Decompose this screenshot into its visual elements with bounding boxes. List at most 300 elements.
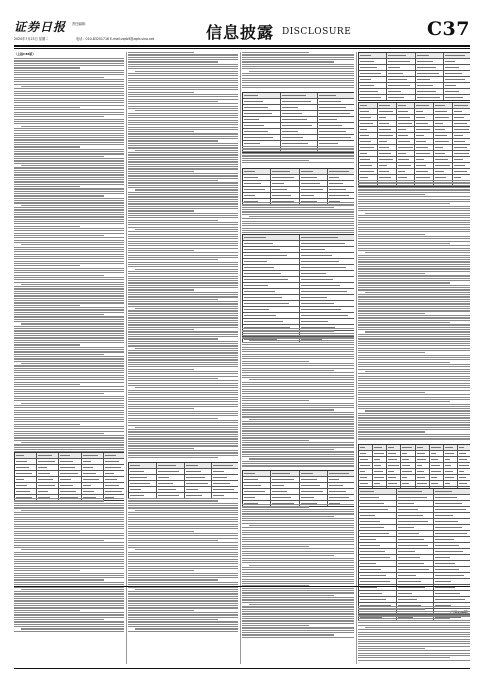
text-line xyxy=(242,335,354,336)
text-line xyxy=(249,565,354,566)
text-line xyxy=(128,561,238,562)
text-line xyxy=(242,504,354,505)
text-line xyxy=(14,354,104,355)
text-line xyxy=(242,66,354,67)
table-cell xyxy=(243,169,271,174)
text-line xyxy=(358,422,470,423)
table-cell xyxy=(82,453,104,458)
text-line xyxy=(14,405,124,406)
text-line xyxy=(14,342,124,343)
table-cell xyxy=(397,501,435,506)
text-line xyxy=(365,331,470,332)
text-line xyxy=(14,254,124,255)
text-line xyxy=(128,621,238,622)
text-line xyxy=(14,102,124,103)
table-cell xyxy=(444,53,470,58)
text-line xyxy=(128,161,238,162)
table-cell xyxy=(444,481,458,486)
text-line xyxy=(242,632,354,633)
text-line xyxy=(358,241,470,242)
text-line xyxy=(14,521,124,522)
text-line xyxy=(14,568,124,569)
text-line xyxy=(14,293,124,294)
text-line xyxy=(128,519,238,520)
text-line xyxy=(128,136,238,137)
section-subtitle: DISCLOSURE xyxy=(282,27,352,37)
table-cell xyxy=(359,543,397,548)
table-cell xyxy=(397,133,416,138)
table-cell xyxy=(359,83,387,88)
text-line xyxy=(358,392,425,393)
text-line xyxy=(128,331,238,332)
text-line xyxy=(242,351,354,352)
text-line xyxy=(242,330,334,331)
text-line xyxy=(242,567,354,568)
text-line xyxy=(242,509,354,510)
text-line xyxy=(128,255,238,256)
table-cell xyxy=(378,145,397,150)
text-line xyxy=(358,278,470,279)
text-line xyxy=(358,650,470,651)
text-line xyxy=(14,314,104,315)
text-line xyxy=(14,295,124,296)
text-line xyxy=(14,316,124,317)
text-line xyxy=(358,394,470,395)
text-line xyxy=(358,308,470,309)
table-cell xyxy=(359,103,378,108)
text-line xyxy=(249,458,354,459)
page-number: C37 xyxy=(426,18,470,40)
text-line xyxy=(128,96,238,97)
text-line xyxy=(14,519,124,520)
text-line xyxy=(242,447,354,448)
table-cell xyxy=(373,463,387,468)
table-cell xyxy=(15,465,37,470)
table-cell xyxy=(401,463,415,468)
data-table xyxy=(242,92,354,153)
text-line xyxy=(358,359,470,360)
date-line: 2020年7月23日 星期二 xyxy=(14,37,49,41)
text-line xyxy=(21,442,124,443)
text-line xyxy=(242,430,354,431)
table-cell xyxy=(430,451,444,456)
text-line xyxy=(249,604,354,605)
text-line xyxy=(14,393,104,394)
text-line xyxy=(358,236,470,237)
text-line xyxy=(128,554,238,555)
text-line xyxy=(21,165,124,166)
text-line xyxy=(128,131,194,132)
text-line xyxy=(358,210,470,211)
table-cell xyxy=(359,115,378,120)
text-line xyxy=(14,81,124,82)
table-cell xyxy=(328,495,354,500)
text-line xyxy=(358,352,425,353)
text-line xyxy=(128,401,238,402)
text-line xyxy=(358,208,470,209)
text-line xyxy=(128,299,218,300)
text-line xyxy=(14,542,124,543)
data-table xyxy=(242,234,354,343)
text-line xyxy=(242,595,334,596)
text-line xyxy=(128,607,238,608)
table-cell xyxy=(387,475,401,480)
text-line xyxy=(242,52,309,53)
text-block xyxy=(14,498,124,633)
table-cell xyxy=(453,151,470,156)
text-line xyxy=(358,406,470,407)
text-line xyxy=(14,498,124,499)
table-cell xyxy=(359,457,373,462)
text-line xyxy=(242,204,354,205)
text-line xyxy=(14,437,124,438)
text-line xyxy=(358,355,470,356)
table-cell xyxy=(243,111,281,116)
text-line xyxy=(358,227,470,228)
text-line xyxy=(242,581,354,582)
text-line xyxy=(128,143,238,144)
text-line xyxy=(14,139,124,140)
table-cell xyxy=(458,469,470,474)
text-line xyxy=(128,500,218,501)
text-line xyxy=(358,434,470,435)
table-cell xyxy=(434,519,470,524)
text-line xyxy=(14,198,124,199)
data-table xyxy=(358,444,470,493)
table-cell xyxy=(434,133,453,138)
text-line xyxy=(242,537,354,538)
text-line xyxy=(128,236,238,237)
table-cell xyxy=(157,481,185,486)
text-line xyxy=(128,92,194,93)
text-line xyxy=(358,268,470,269)
text-line xyxy=(242,435,354,436)
text-line xyxy=(128,552,238,553)
text-line xyxy=(14,153,124,154)
text-line xyxy=(128,538,238,539)
text-line xyxy=(14,396,124,397)
text-block xyxy=(358,606,470,662)
text-line xyxy=(14,228,124,229)
text-line xyxy=(14,242,124,243)
text-line xyxy=(128,540,218,541)
text-line xyxy=(358,429,470,430)
text-line xyxy=(135,427,238,428)
table-cell xyxy=(378,139,397,144)
text-line xyxy=(128,343,238,344)
text-line xyxy=(14,531,80,532)
text-line xyxy=(358,315,470,316)
text-line xyxy=(242,421,354,422)
table-cell xyxy=(434,495,470,500)
table-cell xyxy=(444,445,458,450)
text-line xyxy=(14,123,124,124)
table-cell xyxy=(434,597,470,602)
table-cell xyxy=(359,475,373,480)
table-cell xyxy=(458,463,470,468)
table-cell xyxy=(318,99,354,104)
text-line xyxy=(128,352,238,353)
table-cell xyxy=(397,573,435,578)
table-cell xyxy=(37,471,59,476)
text-line xyxy=(128,133,238,134)
text-line xyxy=(358,182,470,183)
table-cell xyxy=(37,459,59,464)
table-cell xyxy=(373,475,387,480)
table-cell xyxy=(300,253,355,258)
text-line xyxy=(242,465,354,466)
table-cell xyxy=(243,283,300,288)
text-line xyxy=(358,266,470,267)
table-cell xyxy=(378,115,397,120)
table-cell xyxy=(387,65,415,70)
table-cell xyxy=(397,549,435,554)
text-line xyxy=(14,256,124,257)
text-line xyxy=(358,280,470,281)
text-line xyxy=(128,362,238,363)
text-line xyxy=(242,414,354,415)
table-cell xyxy=(430,457,444,462)
text-line xyxy=(358,431,425,432)
text-block xyxy=(242,202,354,235)
text-line xyxy=(358,369,470,370)
text-line xyxy=(242,451,354,452)
table-cell xyxy=(243,235,300,240)
text-line xyxy=(358,192,470,193)
text-line xyxy=(14,414,124,415)
text-line xyxy=(358,217,470,218)
table-cell xyxy=(434,127,453,132)
text-line xyxy=(14,298,124,299)
text-line xyxy=(14,358,124,359)
table-cell xyxy=(378,169,397,174)
text-line xyxy=(242,146,354,147)
table-cell xyxy=(82,477,104,482)
table-cell xyxy=(415,115,434,120)
table-cell xyxy=(444,475,458,480)
table-cell xyxy=(458,457,470,462)
table-cell xyxy=(359,463,373,468)
text-line xyxy=(242,375,354,376)
text-line xyxy=(14,591,124,592)
text-line xyxy=(128,383,238,384)
text-line xyxy=(242,400,309,401)
table-cell xyxy=(415,133,434,138)
table-cell xyxy=(59,465,81,470)
text-line xyxy=(242,576,354,577)
text-line xyxy=(358,655,470,656)
text-line xyxy=(128,203,238,204)
text-line xyxy=(358,287,470,288)
table-cell xyxy=(444,469,458,474)
table-cell xyxy=(387,469,401,474)
text-line xyxy=(14,221,124,222)
text-line xyxy=(14,286,124,287)
text-line xyxy=(128,429,238,430)
column-3 xyxy=(242,52,354,664)
text-line xyxy=(14,226,80,227)
text-line xyxy=(128,287,238,288)
table-cell xyxy=(373,457,387,462)
table-cell xyxy=(104,465,124,470)
text-line xyxy=(128,310,238,311)
text-line xyxy=(358,401,450,402)
text-line xyxy=(128,147,238,148)
text-line xyxy=(14,624,124,625)
text-line xyxy=(242,583,354,584)
table-cell xyxy=(129,481,157,486)
text-line xyxy=(242,637,354,638)
text-line xyxy=(14,146,80,147)
text-line xyxy=(21,628,124,629)
text-line xyxy=(242,377,354,378)
text-line xyxy=(358,364,470,365)
table-cell xyxy=(243,175,271,180)
text-line xyxy=(128,411,238,412)
text-line xyxy=(242,442,354,443)
table-cell xyxy=(300,193,328,198)
table-cell xyxy=(434,591,470,596)
text-line xyxy=(358,618,450,619)
text-line xyxy=(14,79,124,80)
text-line xyxy=(358,334,470,335)
table-cell xyxy=(271,193,299,198)
table-cell xyxy=(82,489,104,494)
text-line xyxy=(128,282,238,283)
table-cell xyxy=(397,157,416,162)
text-line xyxy=(128,507,238,508)
text-line xyxy=(14,312,124,313)
text-line xyxy=(242,454,354,455)
text-line xyxy=(128,455,238,456)
text-line xyxy=(128,582,238,583)
text-line xyxy=(128,241,238,242)
text-line xyxy=(358,224,470,225)
text-line xyxy=(14,100,124,101)
column-1 xyxy=(14,52,124,664)
text-line xyxy=(128,355,238,356)
text-line xyxy=(242,513,354,514)
text-line xyxy=(14,144,124,145)
text-block xyxy=(242,328,354,468)
text-line xyxy=(242,358,354,359)
text-line xyxy=(358,606,470,607)
table-row xyxy=(359,95,470,100)
text-line xyxy=(128,266,238,267)
table-cell xyxy=(458,445,470,450)
text-line xyxy=(128,73,238,74)
text-line xyxy=(128,431,238,432)
text-line xyxy=(14,130,124,131)
text-line xyxy=(128,600,238,601)
table-cell xyxy=(281,111,319,116)
table-cell xyxy=(300,471,328,476)
text-line xyxy=(128,80,238,81)
table-cell xyxy=(243,93,281,98)
table-cell xyxy=(434,163,453,168)
column-2 xyxy=(128,52,238,664)
table-cell xyxy=(281,135,319,140)
text-line xyxy=(128,338,218,339)
text-line xyxy=(358,320,470,321)
text-line xyxy=(128,173,238,174)
text-line xyxy=(242,625,309,626)
text-line xyxy=(21,403,124,404)
text-line xyxy=(358,357,470,358)
text-line xyxy=(128,603,238,604)
text-line xyxy=(128,450,238,451)
table-cell xyxy=(458,475,470,480)
table-cell xyxy=(243,471,271,476)
text-line xyxy=(14,500,104,501)
text-line xyxy=(14,379,124,380)
table-cell xyxy=(416,481,430,486)
text-line xyxy=(14,335,124,336)
text-line xyxy=(128,575,238,576)
table-cell xyxy=(185,487,213,492)
text-line xyxy=(242,363,354,364)
text-line xyxy=(242,611,354,612)
text-line xyxy=(14,344,80,345)
text-line xyxy=(358,383,470,384)
text-line xyxy=(14,160,124,161)
table-cell xyxy=(397,115,416,120)
text-line xyxy=(242,520,354,521)
table-cell xyxy=(401,469,415,474)
text-line xyxy=(128,180,218,181)
table-cell xyxy=(434,489,470,494)
text-line xyxy=(358,399,470,400)
text-line xyxy=(249,379,354,380)
text-line xyxy=(128,573,238,574)
text-line xyxy=(242,386,354,387)
text-line xyxy=(358,238,470,239)
text-line xyxy=(365,252,470,253)
text-line xyxy=(135,510,238,511)
text-line xyxy=(128,68,238,69)
table-cell xyxy=(157,463,185,468)
text-line xyxy=(14,514,124,515)
text-line xyxy=(128,306,238,307)
text-line xyxy=(14,552,124,553)
table-cell xyxy=(82,459,104,464)
table-cell xyxy=(300,241,355,246)
table-cell xyxy=(359,109,378,114)
table-cell xyxy=(104,471,124,476)
table-cell xyxy=(300,495,328,500)
text-line xyxy=(14,263,124,264)
text-line xyxy=(358,245,470,246)
table-cell xyxy=(397,489,435,494)
table-cell xyxy=(359,489,397,494)
table-cell xyxy=(359,549,397,554)
text-line xyxy=(128,408,194,409)
table-cell xyxy=(359,77,387,82)
text-line xyxy=(14,614,124,615)
table-cell xyxy=(271,181,299,186)
text-line xyxy=(14,556,124,557)
text-block xyxy=(242,504,354,639)
text-line xyxy=(358,189,470,190)
table-cell xyxy=(434,115,453,120)
table-cell xyxy=(300,259,355,264)
table-cell xyxy=(359,519,397,524)
text-line xyxy=(358,397,470,398)
text-line xyxy=(14,58,124,59)
table-cell xyxy=(434,537,470,542)
text-line xyxy=(249,71,354,72)
text-line xyxy=(242,623,354,624)
